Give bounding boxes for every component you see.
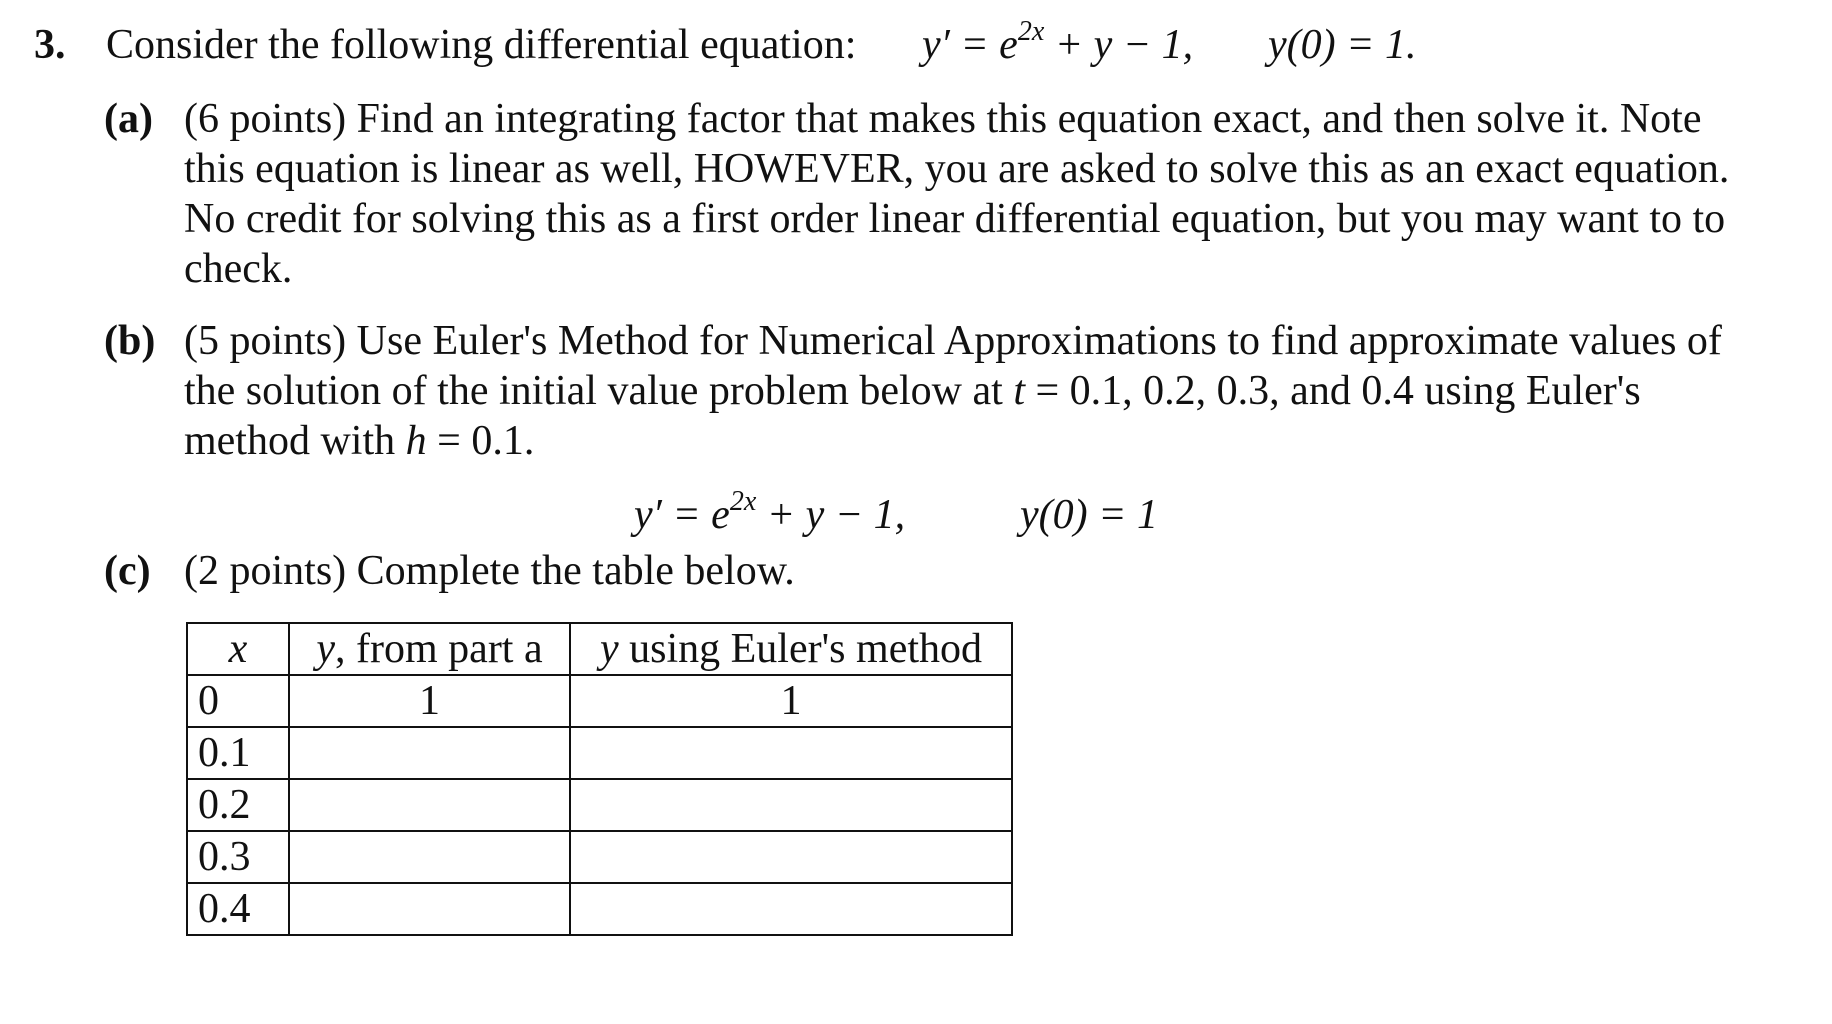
cell-euler[interactable]: 1: [570, 675, 1012, 727]
cell-x: 0.1: [187, 727, 289, 779]
cell-part-a[interactable]: 1: [289, 675, 570, 727]
cell-part-a[interactable]: [289, 779, 570, 831]
header-euler: y using Euler's method: [570, 623, 1012, 675]
display-equation-exponent: 2x: [729, 486, 757, 517]
part-b-label: (b): [104, 318, 156, 364]
cell-euler[interactable]: [570, 883, 1012, 935]
cell-part-a[interactable]: [289, 831, 570, 883]
part-c-text: [184, 546, 795, 596]
part-b-line-3: method with h = 0.1.: [184, 418, 535, 464]
display-equation: [634, 486, 906, 545]
part-c-label: (c): [104, 548, 151, 594]
table-row: [187, 779, 1012, 831]
header-part-a: y, from part a: [289, 623, 570, 675]
problem-equation: [922, 16, 1194, 75]
table-row: [187, 883, 1012, 935]
cell-euler[interactable]: [570, 779, 1012, 831]
part-a-line-1: (6 points) Find an integrating factor that makes this equation exact, and then solve it. Note: [184, 96, 1702, 142]
equation-lhs: y′ = e: [922, 22, 1018, 68]
table-header-row: [187, 623, 1012, 675]
part-b-line-1: (5 points) Use Euler's Method for Numerical Approximations to find approximate values of: [184, 318, 1722, 364]
equation-rhs: + y − 1,: [1044, 22, 1194, 68]
part-a-line-4: check.: [184, 246, 293, 292]
cell-euler[interactable]: [570, 831, 1012, 883]
display-equation-lhs: y′ = e: [634, 492, 730, 538]
problem-number: 3.: [34, 22, 66, 68]
cell-x: 0: [187, 675, 289, 727]
problem-intro: Consider the following differential equation:: [106, 22, 857, 68]
part-a-line-3: No credit for solving this as a first order linear differential equation, but you may want to to: [184, 196, 1726, 242]
display-equation-rhs: + y − 1,: [756, 492, 906, 538]
cell-euler[interactable]: [570, 727, 1012, 779]
part-b-points: (5 points): [184, 318, 347, 364]
problem-initial-condition: y(0) = 1.: [1268, 22, 1417, 68]
cell-part-a[interactable]: [289, 727, 570, 779]
display-initial-condition: y(0) = 1: [1020, 492, 1158, 538]
part-c-points: (2 points): [184, 548, 347, 594]
cell-x: 0.2: [187, 779, 289, 831]
part-b-body: [184, 316, 1722, 466]
cell-part-a[interactable]: [289, 883, 570, 935]
part-c-instruction: Complete the table below.: [356, 548, 795, 594]
header-x: x: [187, 623, 289, 675]
part-a-points: (6 points): [184, 96, 347, 142]
table-row: [187, 831, 1012, 883]
table-row: [187, 727, 1012, 779]
part-a-line-2: this equation is linear as well, HOWEVER, you are asked to solve this as an exact equation.: [184, 146, 1730, 192]
cell-x: 0.4: [187, 883, 289, 935]
table-row: [187, 675, 1012, 727]
equation-exponent: 2x: [1017, 16, 1045, 47]
answer-table: [186, 622, 1013, 936]
part-a-body: [184, 94, 1729, 294]
part-a-label: (a): [104, 96, 153, 142]
cell-x: 0.3: [187, 831, 289, 883]
part-b-line-2: the solution of the initial value problem below at t = 0.1, 0.2, 0.3, and 0.4 using Euler's: [184, 368, 1641, 414]
